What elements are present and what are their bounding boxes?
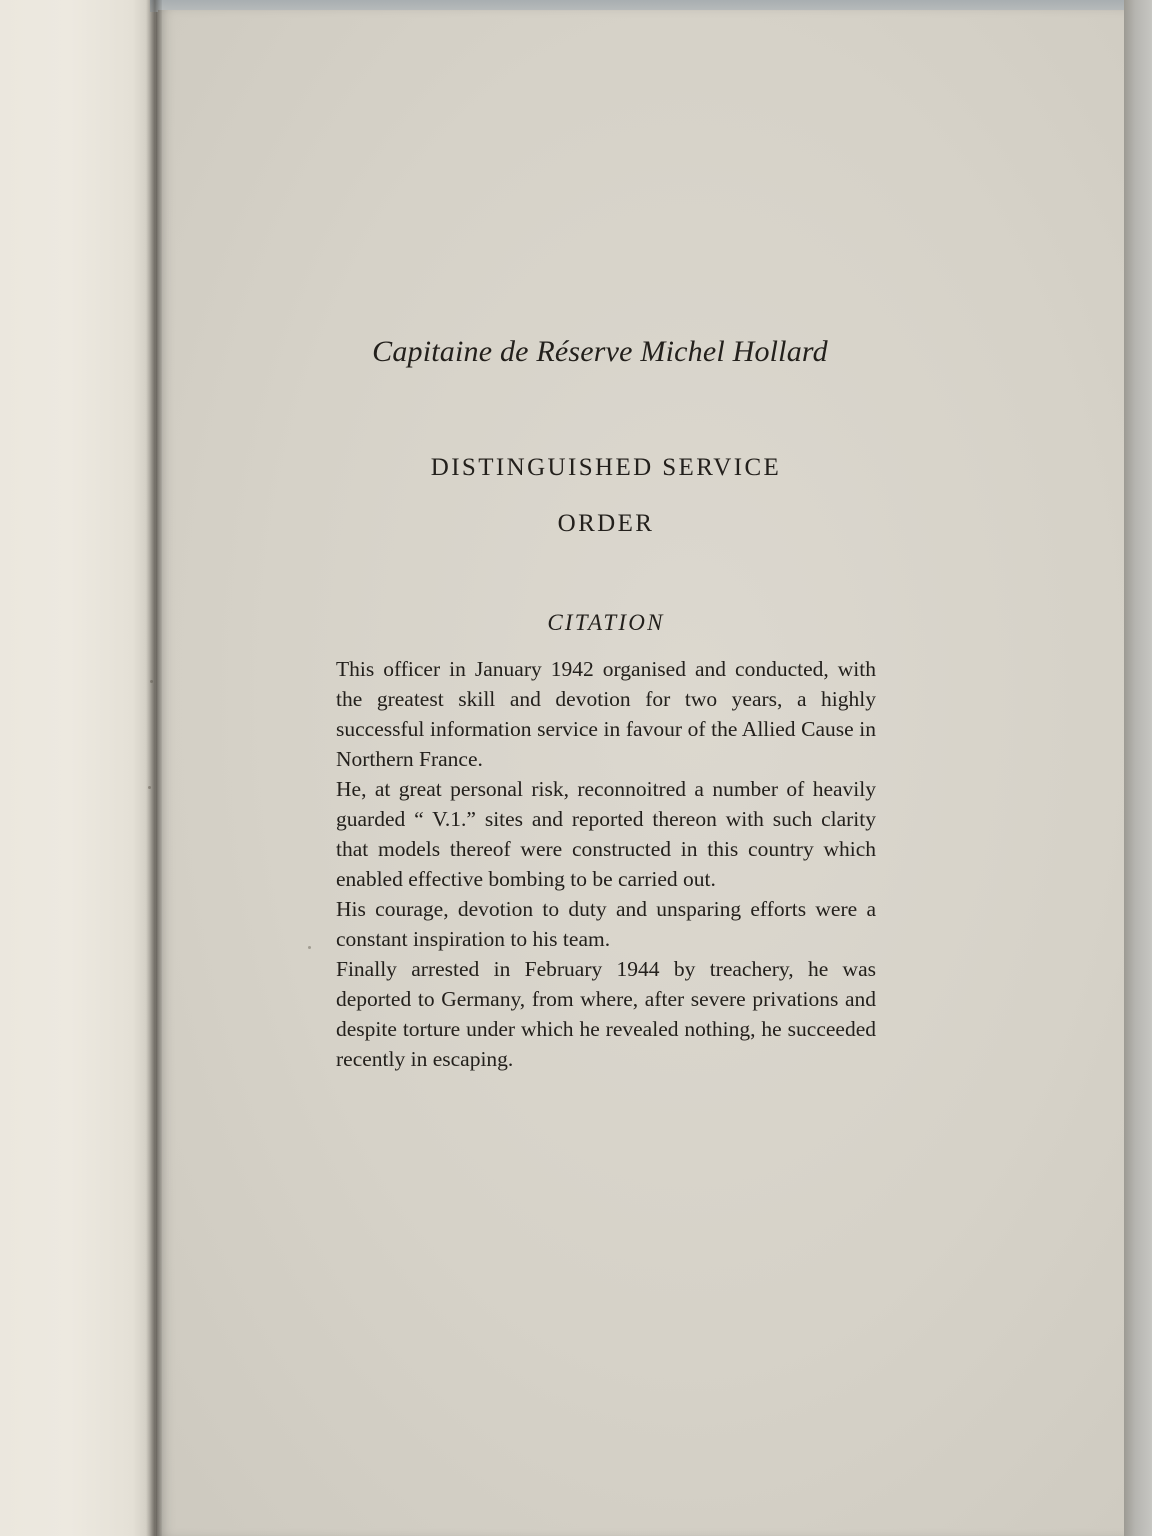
- citation-paragraph: His courage, devotion to duty and unsparing efforts were a constant inspiration to his team.: [336, 897, 876, 951]
- citation-label: CITATION: [547, 610, 665, 635]
- paper-speck: [308, 946, 311, 949]
- award-title-line-2: ORDER: [557, 510, 655, 537]
- backdrop-right: [1124, 0, 1152, 1536]
- citation-paragraph: Finally arrested in February 1944 by treachery, he was deported to Germany, from where, after severe privations and despite torture under which he revealed nothing, he succeeded recently in escaping.: [336, 957, 876, 1071]
- citation-body: [336, 654, 876, 1074]
- gutter-shadow: [146, 0, 162, 1536]
- award-title-line-1: DISTINGUISHED SERVICE: [430, 454, 782, 481]
- officer-name-heading: Capitaine de Réserve Michel Hollard: [372, 335, 828, 368]
- citation-paragraph: He, at great personal risk, reconnoitred a number of heavily guarded “ V.1.” sites and reported thereon with such clarity that models thereof were constructed in this country which enabled effective bombing to be carried out.: [336, 777, 876, 891]
- left-blank-page: [0, 0, 156, 1536]
- citation-paragraph: This officer in January 1942 organised and conducted, with the greatest skill and devotion for two years, a highly successful information service in favour of the Allied Cause in Northern France.: [336, 657, 876, 771]
- award-title: [336, 440, 876, 552]
